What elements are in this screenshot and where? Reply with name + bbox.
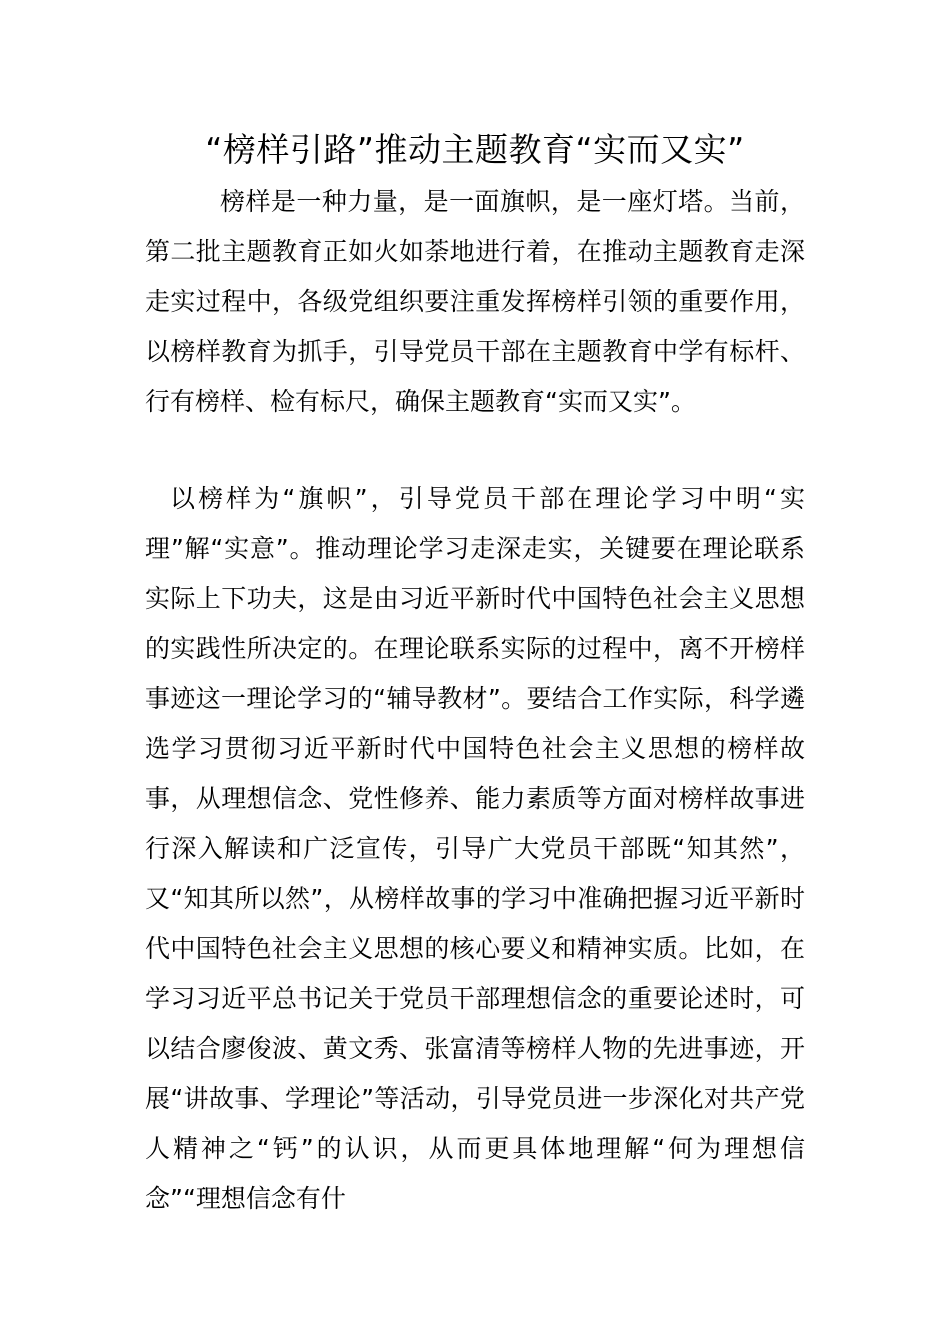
document-title: “榜样引路”推动主题教育“实而又实”: [205, 130, 745, 169]
paragraph-intro: 榜样是一种力量，是一面旗帜，是一座灯塔。当前，第二批主题教育正如火如荼地进行着，在推动主题教育走深走实过程中，各级党组织要注重发挥榜样引领的重要作用，以榜样教育为抓手，引导党员干部在主题教育中学有标杆、行有榜样、检有标尺，确保主题教育“实而又实”。: [145, 187, 805, 416]
paragraph-theory-study: 以榜样为“旗帜”，引导党员干部在理论学习中明“实理”解“实意”。推动理论学习走深走实，关键要在理论联系实际上下功夫，这是由习近平新时代中国特色社会主义思想的实践性所决定的。在理论联系实际的过程中，离不开榜样事迹这一理论学习的“辅导教材”。要结合工作实际，科学遴选学习贯彻习近平新时代中国特色社会主义思想的榜样故事，从理想信念、党性修养、能力素质等方面对榜样故事进行深入解读和广泛宣传，引导广大党员干部既“知其然”，又“知其所以然”，从榜样故事的学习中准确把握习近平新时代中国特色社会主义思想的核心要义和精神实质。比如，在学习习近平总书记关于党员干部理想信念的重要论述时，可以结合廖俊波、黄文秀、张富清等榜样人物的先进事迹，开展“讲故事、学理论”等活动，引导党员进一步深化对共产党人精神之“钙”的认识，从而更具体地理解“何为理想信念”“理想信念有什: [145, 484, 805, 1213]
